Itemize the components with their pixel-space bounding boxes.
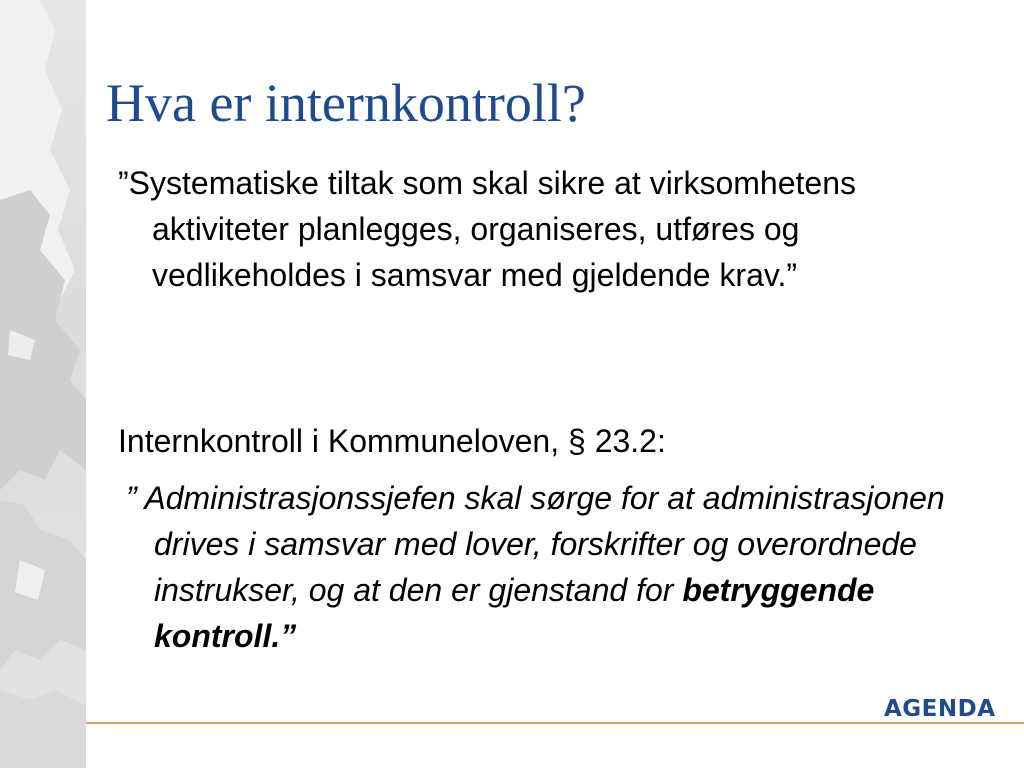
law-quote-text: ” Administrasjonssjefen skal sørge for at administrasjonen drives i samsvar med lover, forskrifter og overordnede instrukser, og at den er gjenstand for (126, 480, 945, 608)
decorative-map-strip (0, 0, 86, 768)
law-quote-emphasis: betryggende kontroll.” (154, 572, 875, 654)
footer-divider (86, 722, 1024, 724)
map-background-graphic (0, 0, 86, 768)
definition-quote: ”Systematiske tiltak som skal sikre at virksomhetens aktiviteter planlegges, organiseres, utføres og vedlikeholdes i samsvar med gjeldende krav.” (118, 165, 856, 293)
slide-title: Hva er internkontroll? (106, 73, 586, 133)
law-quote (126, 475, 974, 659)
agenda-logo: AGENDA (884, 696, 996, 722)
law-reference: Internkontroll i Kommuneloven, § 23.2: (118, 423, 666, 459)
